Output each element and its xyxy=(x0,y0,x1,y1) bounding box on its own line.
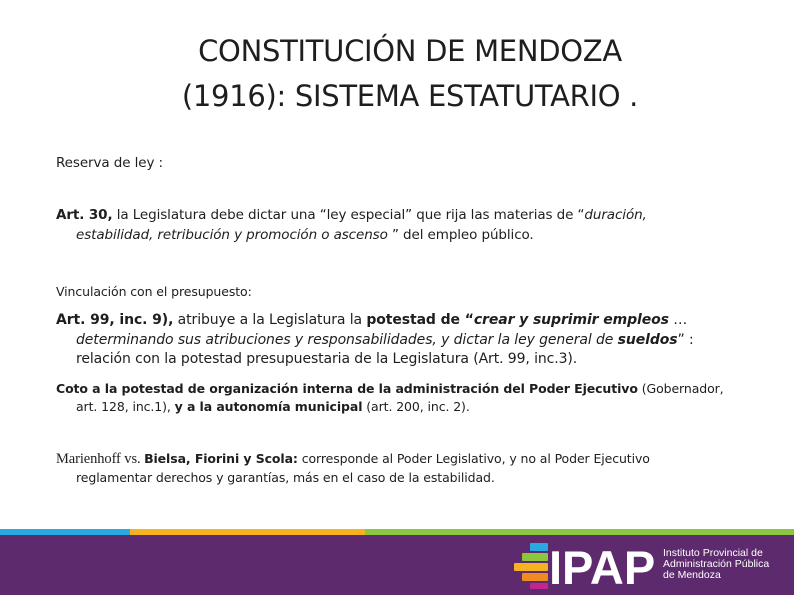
ipap-institution-name: Instituto Provincial de Administración Pública de Mendoza xyxy=(663,547,770,581)
vinculacion-presupuesto-heading: Vinculación con el presupuesto: xyxy=(56,284,252,299)
reserva-de-ley-heading: Reserva de ley : xyxy=(56,155,163,171)
art-99-line-2: determinando sus atribuciones y responsabilidades, y dictar la ley general de sueldos” : xyxy=(76,332,694,348)
coto-potestad-line-1: Coto a la potestad de organización interna de la administración del Poder Ejecutivo (Gobernador, xyxy=(56,381,724,396)
art-99-line-3: relación con la potestad presupuestaria de la Legislatura (Art. 99, inc.3). xyxy=(76,351,578,367)
marienhoff-line-1: Marienhoff vs. Bielsa, Fiorini y Scola: corresponde al Poder Legislativo, y no al Poder Ejecutivo xyxy=(56,451,650,467)
slide-title-line-1: CONSTITUCIÓN DE MENDOZA xyxy=(198,34,622,68)
slide-title-line-2: (1916): SISTEMA ESTATUTARIO . xyxy=(181,79,639,113)
art-99-line-1: Art. 99, inc. 9), atribuye a la Legislatura la potestad de “crear y suprimir empleos … xyxy=(56,312,688,328)
art-30-line-2: estabilidad, retribución y promoción o ascenso ” del empleo público. xyxy=(76,227,534,243)
ipap-logo-name: IPAP xyxy=(549,541,656,590)
marienhoff-line-2: reglamentar derechos y garantías, más en el caso de la estabilidad. xyxy=(76,470,495,485)
ipap-logo-mark-icon xyxy=(514,543,548,589)
art-30-line-1: Art. 30, la Legislatura debe dictar una “ley especial” que rija las materias de “duración, xyxy=(56,207,647,223)
coto-potestad-line-2: art. 128, inc.1), y a la autonomía municipal (art. 200, inc. 2). xyxy=(76,399,470,414)
